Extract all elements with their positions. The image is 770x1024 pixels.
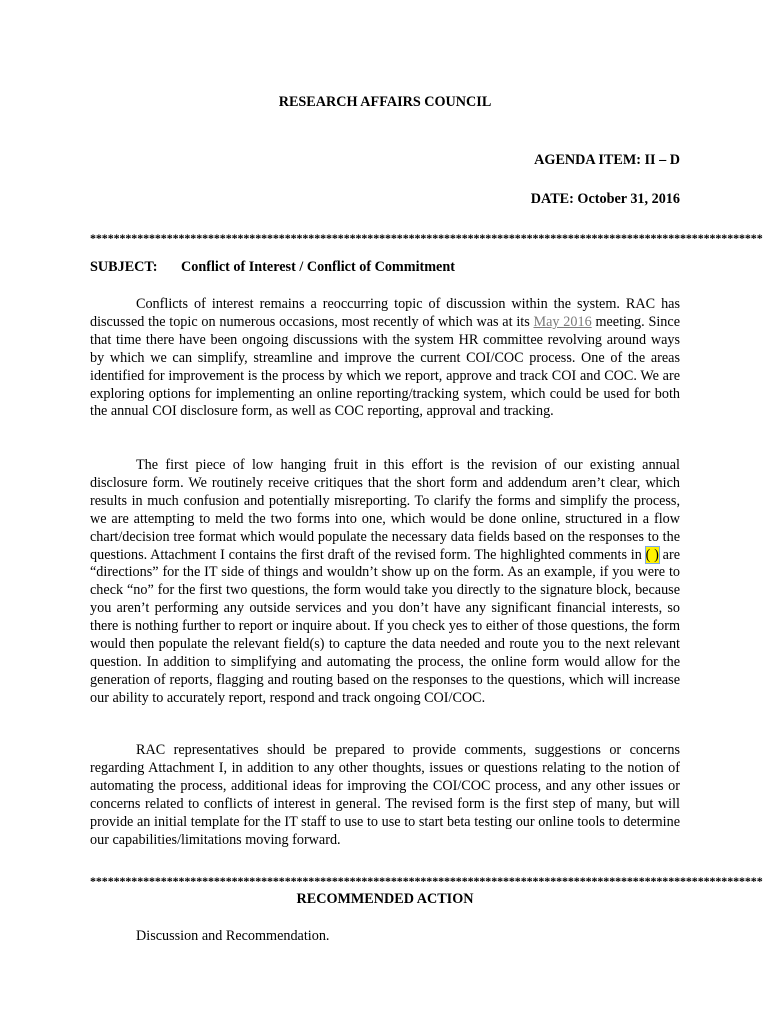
paragraph-2 [90,457,680,708]
subject-line [90,259,455,276]
may-2016-link[interactable]: May 2016 [533,313,592,330]
recommended-action-text: Discussion and Recommendation. [136,928,330,944]
recommended-action-heading: RECOMMENDED ACTION [296,891,474,907]
paragraph-3: RAC representatives should be prepared to provide comments, suggestions or concerns regarding Attachment I, in addition to any other thoughts, issues or questions relating to the notion of automating the process, additional ideas for improving the COI/COC process, and any other issues or concerns related to conflicts of interest in general. The revised form is the first step of many, but will provide an initial template for the IT staff to use to use to start beta testing our online tools to determine our capabilities/limitations moving forward. [90,742,680,848]
separator-bottom: ****************************************************************************************************************** [90,874,763,888]
subject-label: SUBJECT: [90,259,158,275]
paragraph-2-text-b: are “directions” for the IT side of things and wouldn’t show up on the form. As an example, if you were to check “no” for the first two questions, the form would take you directly to the signature block, because you aren’t performing any outside services and you don’t have any significant financial interests, so there is nothing further to report or inquire about. If you check yes to either of those questions, the form would then populate the relevant field(s) to capture the data needed and route you to the next relevant question. In addition to simplifying and automating the process, the online form would allow for the generation of reports, flagging and routing based on the responses to the questions, which will increase our ability to accurately report, respond and track ongoing COI/COC. [90,546,680,706]
highlighted-parentheses: ( ) [645,546,659,563]
paragraph-1-text-b: meeting. Since that time there have been ongoing discussions with the system HR committee revolving around ways by which we can simplify, streamline and improve the current COI/COC process. One of the areas identified for improvement is the process by which we report, approve and track COI and COC. We are exploring options for implementing an online reporting/tracking system, which could be used for both the annual COI disclosure form, as well as COC reporting, approval and tracking. [90,313,680,420]
agenda-item: AGENDA ITEM: II – D [534,152,680,168]
separator-top: ****************************************************************************************************************** [90,231,763,245]
paragraph-2-text-a: The first piece of low hanging fruit in this effort is the revision of our existing annual disclosure form. We routinely receive critiques that the short form and addendum aren’t clear, which results in much confusion and potentially misreporting. To clarify the forms and simplify the process, we are attempting to meld the two forms into one, which would be done online, structured in a flow chart/decision tree format which would populate the necessary data fields based on the responses to the questions. Attachment I contains the first draft of the revised form. The highlighted comments in [90,457,680,563]
paragraph-1 [90,296,680,421]
council-heading: RESEARCH AFFAIRS COUNCIL [278,94,492,110]
paragraph-1-text-a: Conflicts of interest remains a reoccurring topic of discussion within the system. RAC has discussed the topic on numerous occasions, most recently of which was at its [90,296,680,330]
subject-title: Conflict of Interest / Conflict of Commitment [181,259,455,275]
agenda-date: DATE: October 31, 2016 [530,191,680,207]
